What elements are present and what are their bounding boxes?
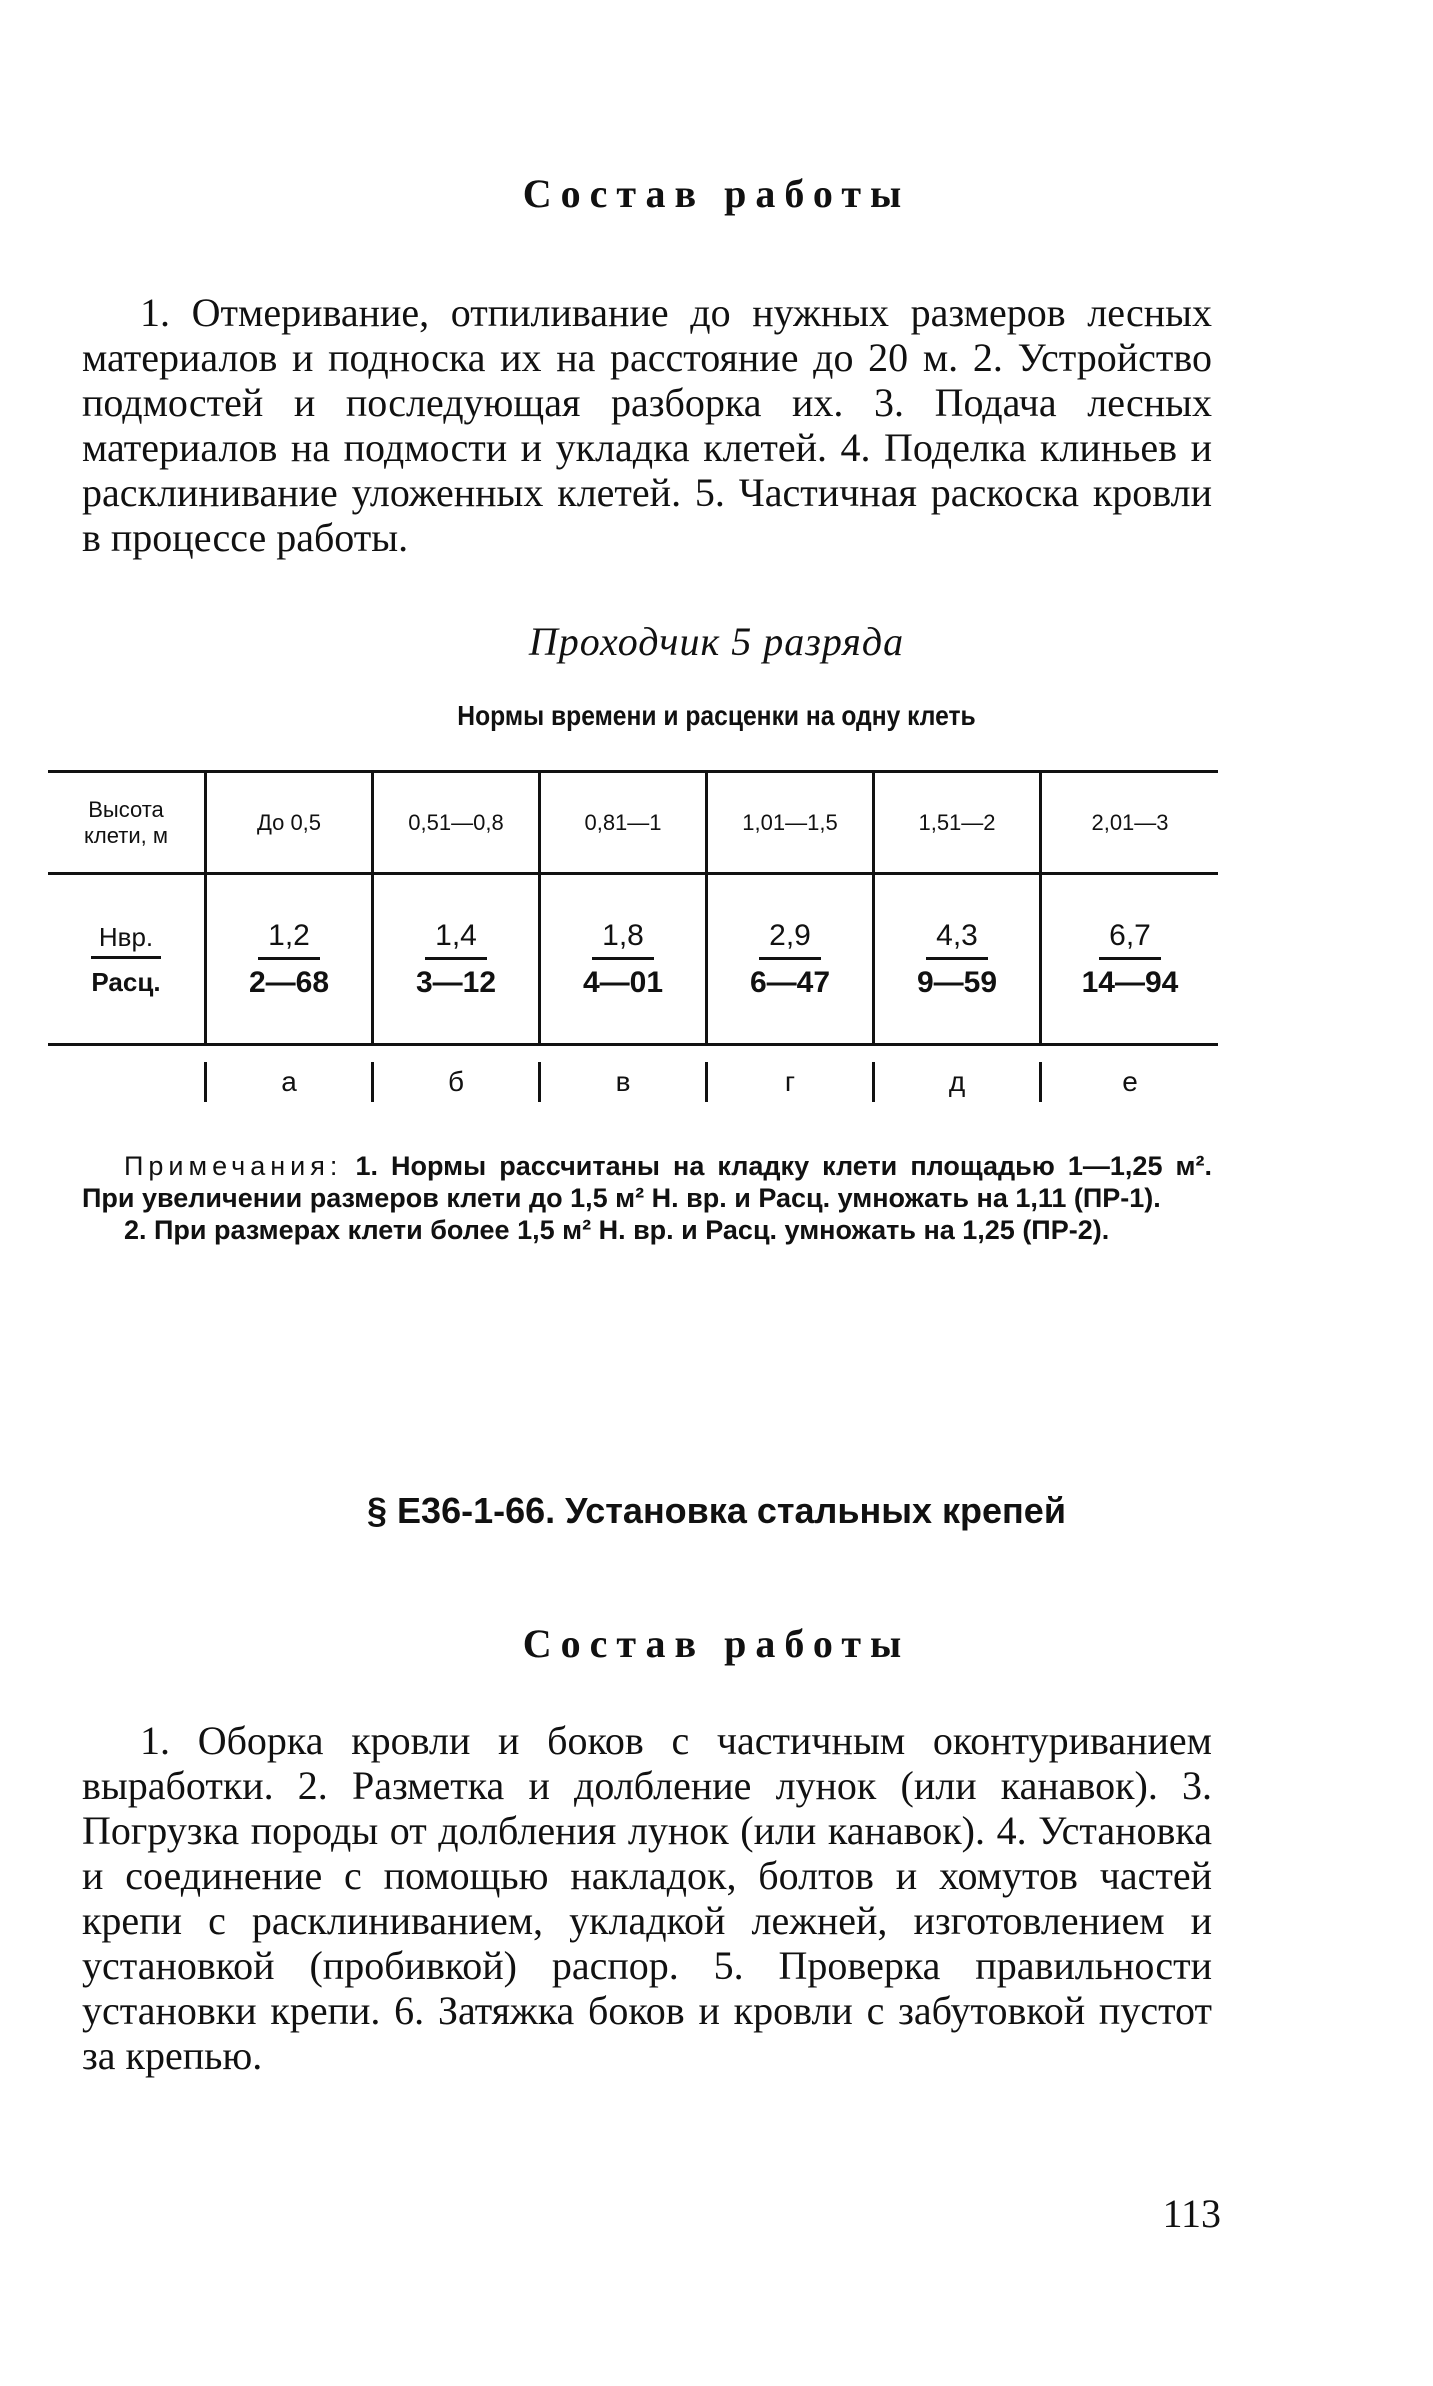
table-header-range: 2,01—3 (1091, 809, 1169, 835)
header-label-line1: Высота (88, 796, 164, 822)
row-label-rate: Расц. (91, 966, 161, 997)
table-value-cell (374, 875, 538, 1043)
table-caption: Нормы времени и расценки на одну клеть (457, 700, 976, 731)
table-value-cell (207, 875, 371, 1043)
table-header-label (48, 773, 204, 872)
table-row-label (48, 875, 204, 1043)
table-header-range: До 0,5 (256, 809, 322, 835)
rate-value: 4—01 (582, 965, 664, 999)
header-label-line2: клети, м (84, 822, 168, 848)
paragraph-work-steps (82, 290, 1212, 560)
column-letter: е (1122, 1066, 1138, 1097)
heading-composition-of-work: Состав работы (522, 171, 911, 216)
table-header-range: 1,51—2 (918, 809, 996, 835)
notes-label: Примечания: (124, 1151, 343, 1181)
norm-time-value: 1,2 (258, 919, 320, 960)
section-title: § Е36-1-66. Установка стальных крепей (367, 1490, 1066, 1531)
table-header-range: 0,81—1 (584, 809, 662, 835)
table-notes (82, 1150, 1212, 1246)
rate-value: 3—12 (415, 965, 497, 999)
column-letter: г (784, 1066, 796, 1097)
norm-time-value: 6,7 (1099, 919, 1161, 960)
norm-time-value: 1,4 (425, 919, 487, 960)
rate-value: 9—59 (916, 965, 998, 999)
table-value-cell (708, 875, 872, 1043)
note-1: 1. Нормы рассчитаны на кладку клети площадью 1—1,25 м². При увеличении размеров клети до 1,5 м² Н. вр. и Расц. умножать на 1,11 (ПР-1). (82, 1151, 1212, 1213)
page-number: 113 (1162, 2191, 1221, 2236)
row-label-norm-time: Нвр. (91, 922, 161, 959)
worker-grade: Проходчик 5 разряда (528, 619, 905, 664)
column-letter: в (615, 1066, 631, 1097)
table-header-range: 1,01—1,5 (742, 809, 838, 835)
heading-composition-of-work-2: Состав работы (522, 1621, 911, 1666)
column-letter: д (948, 1066, 966, 1097)
paragraph-work-steps-2 (82, 1718, 1212, 2078)
table-value-cell (875, 875, 1039, 1043)
norm-time-value: 4,3 (926, 919, 988, 960)
table-body-rule (48, 1043, 1218, 1046)
norm-time-value: 2,9 (759, 919, 821, 960)
paragraph-work-steps-2-text: 1. Оборка кровли и боков с частичным оконтуриванием выработки. 2. Разметка и долбление лунок (или канавок). 3. Погрузка породы от долбления лунок (или канавок). 4. Установка и соединение с помощью накладок, болтов и хомутов частей крепи с расклиниванием, укладкой лежней, изготовлением и установкой (пробивкой) распор. 5. Проверка правильности установки крепи. 6. Затяжка боков и кровли с забутовкой пустот за крепью. (82, 1718, 1212, 2078)
table-value-cell (541, 875, 705, 1043)
note-2: 2. При размерах клети более 1,5 м² Н. вр. и Расц. умножать на 1,25 (ПР-2). (124, 1215, 1110, 1245)
paragraph-work-steps-text: 1. Отмеривание, отпиливание до нужных размеров лесных материалов и подноска их на расстояние до 20 м. 2. Устройство подмостей и последующая разборка их. 3. Подача лесных материалов на подмости и укладка клетей. 4. Поделка клиньев и расклинивание уложенных клетей. 5. Частичная раскоска кровли в процессе работы. (82, 290, 1212, 560)
rate-value: 14—94 (1081, 965, 1179, 999)
norm-time-value: 1,8 (592, 919, 654, 960)
column-letter: б (447, 1066, 465, 1097)
norms-table (48, 770, 1218, 1130)
table-value-cell (1042, 875, 1218, 1043)
rate-value: 6—47 (749, 965, 831, 999)
rate-value: 2—68 (248, 965, 330, 999)
column-letter: а (281, 1066, 297, 1097)
table-header-range: 0,51—0,8 (408, 809, 504, 835)
